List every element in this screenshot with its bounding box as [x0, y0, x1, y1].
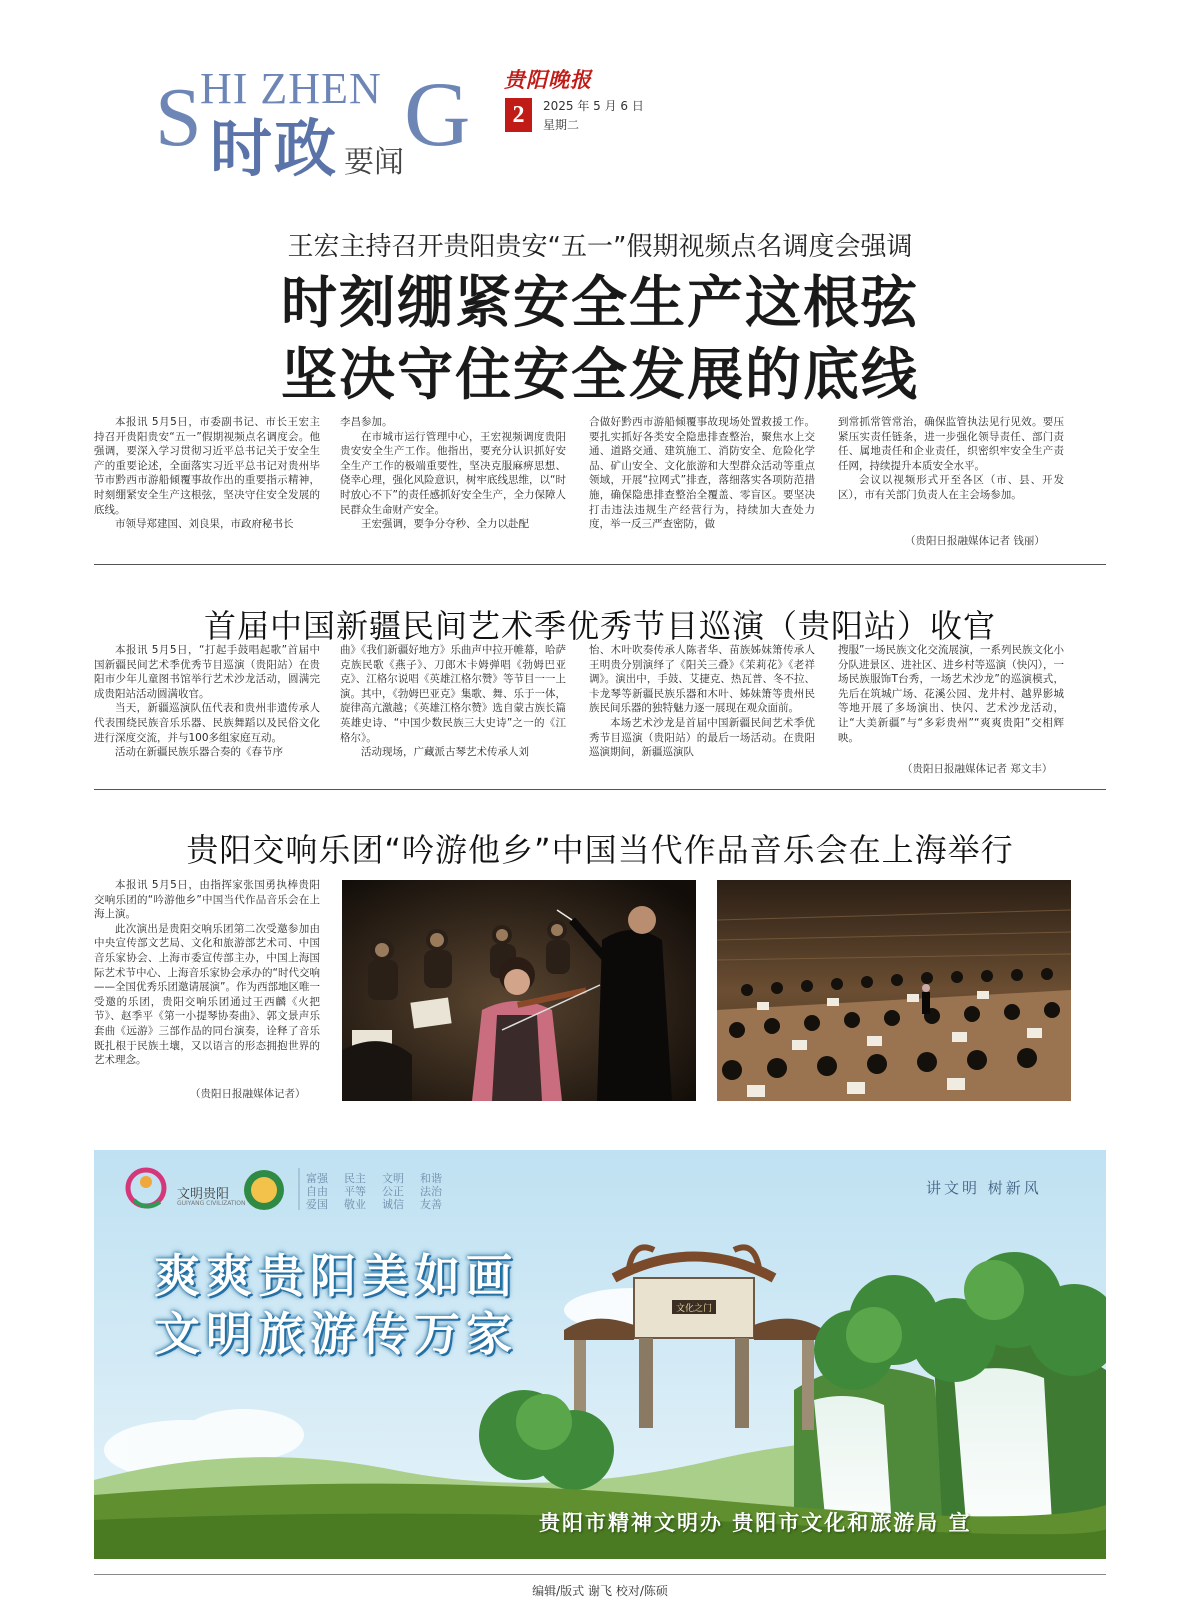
section-title: 时政 [210, 112, 339, 185]
article2-column-4 [838, 643, 1064, 760]
article3-paragraph: 此次演出是贵阳交响乐团第二次受邀参加由中央宣传部文艺局、文化和旅游部艺术司、中国音乐家协会、上海市委宣传部主办，中国上海国际艺术节中心、上海音乐家协会承办的“时代交响——全国优秀乐团邀请展演”。作为西部地区唯一受邀的乐团，贵阳交响乐团通过王西麟《火把节》、赵季平《第一小提琴协奏曲》、郭文景声乐套曲《远游》三部作品的同台演奏，诠释了音乐既扎根于民族土壤，又以语言的形态拥抱世界的艺术理念。 [94, 922, 320, 1067]
ad-slogan: 讲文明 树新风 [926, 1179, 1042, 1197]
article2-paragraph: 活动在新疆民族乐器合奏的《春节序 [115, 746, 283, 759]
article3-byline: （贵阳日报融媒体记者） [190, 1088, 306, 1100]
article2-column-2 [340, 643, 566, 775]
article1-headline-line2: 坚决守住安全发展的底线 [281, 343, 919, 408]
section-subtitle: 要闻 [344, 145, 404, 180]
article1-headline-line1: 时刻绷紧安全生产这根弦 [281, 271, 919, 336]
article2-byline: （贵阳日报融媒体记者 郑文丰） [902, 763, 1053, 775]
ad-core-values-col2 [344, 1172, 374, 1211]
article1-column-1 [94, 415, 320, 548]
article1-paragraph: 李昌参加。 [340, 416, 393, 428]
core-value: 文明 [382, 1172, 404, 1185]
article2-paragraph: 曲》《我们新疆好地方》乐曲声中拉开帷幕，哈萨克族民歌《燕子》、刀郎木卡姆弹唱《勃姆巴亚克》、江格尔说唱《英雄江格尔赞》等节目一一上演。其中，《勃姆巴亚克》集歌、舞、乐于一体，旋律高亢激越；《英雄江格尔赞》选自蒙古族长篇英雄史诗、“中国少数民族三大史诗”之一的《江格尔》。 [340, 644, 566, 744]
article3-column-1 [94, 878, 320, 1084]
core-value: 民主 [344, 1172, 366, 1185]
core-value: 和谐 [420, 1172, 442, 1185]
article1-paragraph: 本报讯 5月5日，市委副书记、市长王宏主持召开贵阳贵安“五一”假期视频点名调度会。他强调，要深入学习贯彻习近平总书记关于安全生产的重要论述，全面落实习近平总书记对贵州毕节市黔西市游船倾覆事故作出的重要指示精神，时刻绷紧安全生产这根弦，坚决守住安全发展的底线。 [94, 416, 320, 516]
article1-column-3 [589, 415, 815, 548]
article2-column-1 [94, 643, 320, 775]
article1-paragraph: 在市城市运行管理中心，王宏视频调度贵阳贵安安全生产工作。他指出，要充分认识抓好安全生产工作的极端重要性，坚决克服麻痹思想、侥幸心理，强化风险意识，树牢底线思维，以“时时放心不下”的责任感抓好安全生产，全力保障人民群众生命财产安全。 [340, 430, 566, 516]
article2-paragraph: 本场艺术沙龙是首届中国新疆民间艺术季优秀节目巡演（贵阳站）的最后一场活动。在贵阳巡演期间，新疆巡演队 [589, 716, 815, 759]
newspaper-name: 贵阳晚报 [504, 68, 592, 92]
article2-column-3 [589, 643, 815, 775]
core-value: 敬业 [344, 1198, 366, 1211]
civilization-tourism-ad [94, 1150, 1106, 1559]
article1-paragraph: 王宏强调，要争分夺秒、全力以赴配 [361, 518, 529, 531]
article1-kicker: 王宏主持召开贵阳贵安“五一”假期视频点名调度会强调 [287, 232, 913, 262]
concert-photo-orchestra [717, 880, 1071, 1101]
publication-date: 2025 年 5 月 6 日 [543, 99, 644, 113]
core-value: 平等 [344, 1185, 366, 1198]
divider [94, 789, 1106, 790]
core-value: 富强 [306, 1172, 328, 1185]
ad-headline-line2: 文明旅游传万家 [154, 1307, 518, 1361]
article1-column-4 [838, 415, 1064, 533]
article1-byline: （贵阳日报融媒体记者 钱丽） [905, 535, 1045, 547]
concert-photo-orchestra-art [717, 880, 1071, 1101]
article1-paragraph: 会议以视频形式开至各区（市、县、开发区），市有关部门负责人在主会场参加。 [838, 474, 1064, 501]
ad-headline-line1: 爽爽贵阳美如画 [154, 1249, 518, 1303]
concert-photo-violinist-art [342, 880, 696, 1101]
divider [94, 564, 1106, 565]
masthead-letter-s: S [155, 71, 202, 164]
article2-paragraph: 怡、木叶吹奏传承人陈者华、苗族姊妹箫传承人王明贵分别演绎了《阳关三叠》《茉莉花》《老祥调》。演出中，手鼓、艾捷克、热瓦普、冬不拉、卡龙琴等新疆民族乐器和木叶、姊妹箫等贵州民族民间乐器的独特魅力逐一展现在观众面前。 [589, 644, 815, 715]
core-value: 爱国 [306, 1198, 328, 1211]
article2-paragraph: 搜服”一场民族文化交流展演，一系列民族文化小分队进景区、进社区、进乡村等巡演（快闪），一场民族服饰T台秀，一场艺术沙龙”的巡演模式，先后在筑城广场、花溪公园、龙井村、越界影城等地开展了多场演出、快闪、艺术沙龙活动，让“大美新疆”与“多彩贵州”“爽爽贵阳”交相辉映。 [838, 644, 1064, 744]
ad-gate-plaque: 文化之门 [675, 1304, 713, 1314]
ad-logo-subtext: GUIYANG CIVILIZATION [177, 1200, 246, 1207]
article2-headline: 首届中国新疆民间艺术季优秀节目巡演（贵阳站）收官 [203, 607, 996, 645]
masthead-letter-g: G [404, 63, 471, 165]
article2-paragraph: 本报讯 5月5日，“打起手鼓唱起歌”首届中国新疆民间艺术季优秀节目巡演（贵阳站）在贵阳市少年儿童图书馆举行艺术沙龙活动，圆满完成贵阳站活动圆满收官。 [94, 644, 320, 700]
core-value: 诚信 [382, 1198, 404, 1211]
ad-sponsor: 贵阳市精神文明办 贵阳市文化和旅游局 宣 [539, 1511, 972, 1535]
article1-paragraph: 市领导郑建国、刘良果，市政府秘书长 [115, 518, 294, 531]
core-value: 公正 [382, 1185, 404, 1198]
article2-paragraph: 当天，新疆巡演队伍代表和贵州非遗传承人代表围绕民族音乐乐器、民族舞蹈以及民俗文化进行深度交流，并与100多组家庭互动。 [94, 702, 320, 744]
footer-divider [94, 1574, 1106, 1575]
article1-paragraph: 合做好黔西市游船倾覆事故现场处置救援工作。要扎实抓好各类安全隐患排查整治，聚焦水上交通、道路交通、建筑施工、消防安全、危险化学品、矿山安全、文化旅游和大型群众活动等重点领域，开展“拉网式”排查，落细落实各项防范措施，确保隐患排查整治全覆盖、零盲区。要坚决打击违法违规生产经营行为，持续加大查处力度，举一反三严查密防，做 [589, 416, 815, 531]
masthead-latin-text: HI ZHEN [200, 64, 382, 113]
ad-core-values-col1 [306, 1172, 336, 1211]
ad-core-values-col4 [420, 1172, 450, 1211]
article3-paragraph: 本报讯 5月5日，由指挥家张国勇执棒贵阳交响乐团的“吟游他乡”中国当代作品音乐会在上海上演。 [94, 879, 320, 921]
concert-photo-violinist [342, 880, 696, 1101]
article1-paragraph: 到常抓常管常治，确保监管执法见行见效。要压紧压实责任链条，进一步强化领导责任、部门责任、属地责任和企业责任，织密织牢安全生产责任网，持续提升本质安全水平。 [838, 416, 1064, 472]
core-value: 友善 [420, 1198, 442, 1211]
article1-column-2 [340, 415, 566, 548]
core-value: 自由 [306, 1185, 328, 1198]
ad-logo-text: 文明贵阳 [177, 1187, 230, 1202]
page-number: 2 [505, 98, 532, 132]
photo-caption: 音乐会现场 [1030, 1110, 1085, 1123]
publication-weekday: 星期二 [543, 118, 580, 132]
article2-paragraph: 活动现场，广藏派古琴艺术传承人刘 [361, 746, 529, 759]
editor-credit: 编辑/版式 谢飞 校对/陈硕 [532, 1584, 668, 1598]
ad-core-values-col3 [382, 1172, 412, 1211]
core-value: 法治 [420, 1185, 442, 1198]
article3-headline: 贵阳交响乐团“吟游他乡”中国当代作品音乐会在上海举行 [186, 831, 1014, 869]
